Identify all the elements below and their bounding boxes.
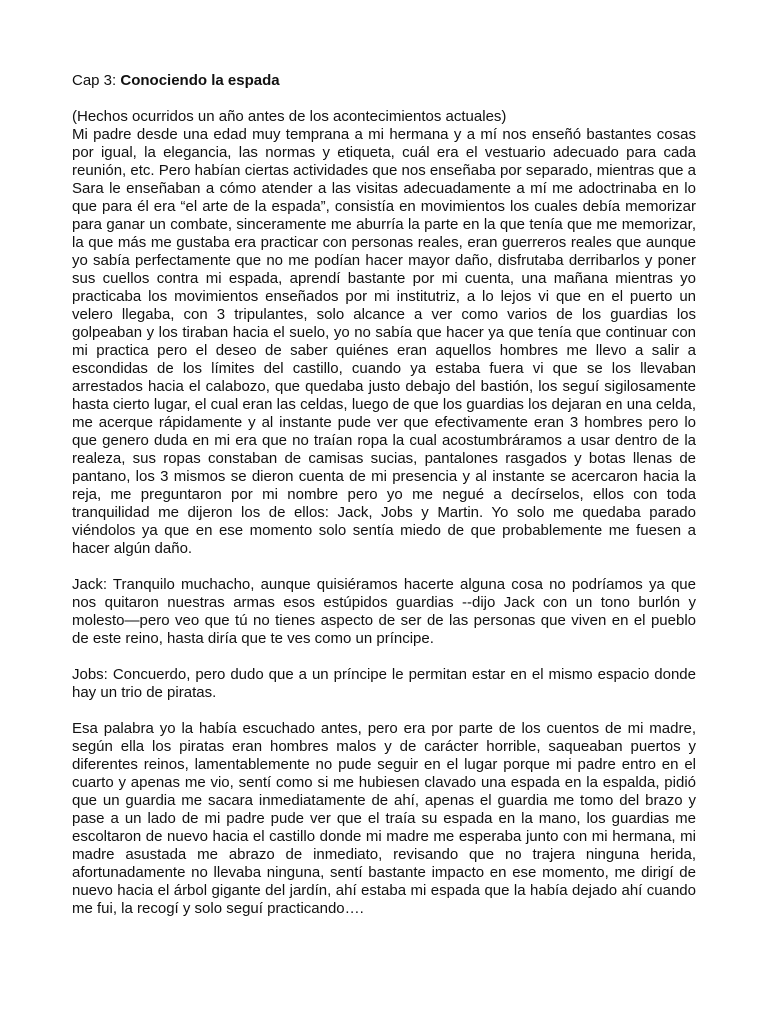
paragraph-narrative: Mi padre desde una edad muy temprana a mi hermana y a mí nos enseñó bastantes cosas por igual, la elegancia, las normas y etiqueta, cuál era el vestuario adecuado para cada reunión, etc. Pero habían ciertas actividades que nos enseñaba por separado, mientras que a Sara le enseñaban a cómo atender a las visitas adecuadamente a mí me adoctrinaba en lo que para él era “el arte de la espada”, consistía en movimientos los cuales debía memorizar para ganar un combate, sinceramente me aburría la parte en la que tenía que me memorizar, la que más me gustaba era practicar con personas reales, eran guerreros reales que aunque yo sabía perfectamente que no me podían hacer mayor daño, disfrutaba derribarlos y poner sus cuellos contra mi espada, aprendí bastante por mi cuenta, una mañana mientras yo practicaba los movimientos enseñados por mi institutriz, a lo lejos vi que en el puerto un velero llegaba, con 3 tripulantes, solo alcance a ver como varios de los guardias los golpeaban y los tiraban hacia el suelo, yo no sabía que hacer ya que tenía que continuar con mi practica pero el deseo de saber quiénes eran aquellos hombres me llevo a salir a escondidas de los límites del castillo, cuando ya estaba fuera vi que se los llevaban arrestados hacia el calabozo, que quedaba justo debajo del bastión, los seguí sigilosamente hasta cierto lugar, el cual eran las celdas, luego de que los guardias los dejaran en una celda, me acerque rápidamente y al instante pude ver que efectivamente eran 3 hombres pero lo que genero duda en mi era que no traían ropa la cual acostumbráramos a usar dentro de la realeza, sus ropas constaban de camisas sucias, pantalones rasgados y botas llenas de pantano, los 3 mismos se dieron cuenta de mi presencia y al instante se acercaron hacia la reja, me preguntaron por mi nombre pero yo me negué a decírselos, ellos con toda tranquilidad me dijeron los de ellos: Jack, Jobs y Martin. Yo solo me quedaba parado viéndolos ya que en ese momento solo sentía miedo de que probablemente me fuesen a hacer algún daño. bbox=[72, 126, 696, 557]
chapter-prefix: Cap 3: bbox=[72, 72, 121, 89]
chapter-heading bbox=[72, 72, 696, 90]
intro-note: (Hechos ocurridos un año antes de los acontecimientos actuales) bbox=[72, 108, 507, 125]
paragraph-jobs-dialogue: Jobs: Concuerdo, pero dudo que a un príncipe le permitan estar en el mismo espacio donde hay un trio de piratas. bbox=[72, 666, 696, 701]
paragraph-jack-dialogue: Jack: Tranquilo muchacho, aunque quisiéramos hacerte alguna cosa no podríamos ya que nos quitaron nuestras armas esos estúpidos guardias --dijo Jack con un tono burlón y molesto—pero veo que tú no tienes aspecto de ser de las personas que viven en el pueblo de este reino, hasta diría que te ves como un príncipe. bbox=[72, 576, 696, 647]
paragraph-closing: Esa palabra yo la había escuchado antes, pero era por parte de los cuentos de mi madre, según ella los piratas eran hombres malos y de carácter horrible, saqueaban puertos y diferentes reinos, lamentablemente no pude seguir en el lugar porque mi padre entro en el cuarto y apenas me vio, sentí como si me hubiesen clavado una espada en la espalda, pidió que un guardia me sacara inmediatamente de ahí, apenas el guardia me tomo del brazo y pase a un lado de mi padre pude ver que el traía su espada en la mano, los guardias me escoltaron de nuevo hacia el castillo donde mi madre me esperaba junto con mi hermana, mi madre asustada me abrazo de inmediato, revisando que no trajera ninguna herida, afortunadamente no llevaba ninguna, sentí bastante impacto en ese momento, me dirigí de nuevo hacia el árbol gigante del jardín, ahí estaba mi espada que la había dejado ahí cuando me fui, la recogí y solo seguí practicando…. bbox=[72, 720, 696, 917]
document-page bbox=[72, 72, 696, 918]
chapter-title: Conociendo la espada bbox=[120, 72, 280, 89]
